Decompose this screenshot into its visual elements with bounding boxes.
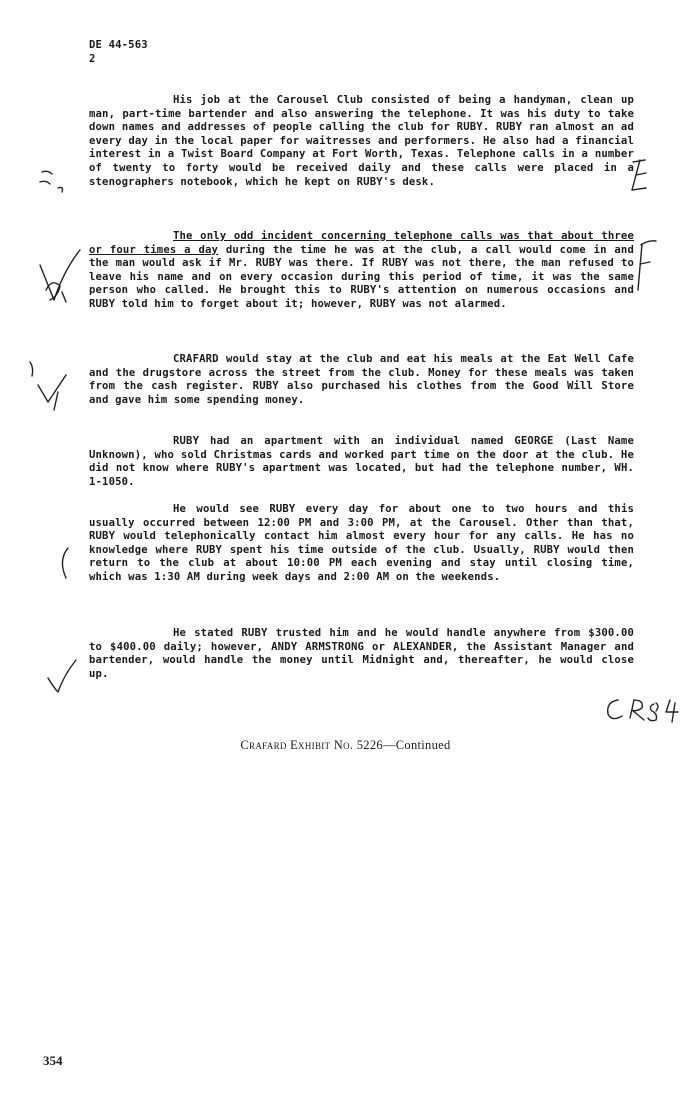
exhibit-label: Crafard Exhibit No. 5226 <box>240 738 383 752</box>
paragraph-schedule <box>89 503 634 585</box>
paragraph-text: His job at the Carousel Club consisted of being a handyman, clean up man, part-time bartender and also answering the telephone. It was his duty to take down names and addresses of people calling the club for RUBY. RUBY ran almost an ad every day in the local paper for waitresses and performers. He also had a financial interest in a Twist Board Company at Fort Worth, Texas. Telephone calls in a number of twenty to forty would be received daily and these calls were placed in a stenographers notebook, which he kept on RUBY's desk. <box>89 94 634 188</box>
margin-check-mark-1 <box>40 250 80 302</box>
margin-marks-top-left <box>40 171 63 192</box>
exhibit-caption <box>0 738 691 753</box>
paragraph-text: He would see RUBY every day for about one to two hours and this usually occurred between 12:00 PM and 3:00 PM, at the Carousel. Other than that, RUBY would telephonically contact him almost every hour for any calls. He has no knowledge where RUBY spent his time outside of the club. Usually, RUBY would then return to the club at about 10:00 PM each evening and stay until closing time, which was 1:30 AM during week days and 2:00 AM on the weekends. <box>89 503 634 583</box>
margin-bracket-1 <box>62 548 68 578</box>
margin-check-mark-2 <box>38 375 66 410</box>
paragraph-odd-calls <box>89 230 634 312</box>
margin-note-e <box>632 160 646 190</box>
page-number: 354 <box>43 1053 63 1068</box>
file-number: DE 44-563 <box>89 39 148 51</box>
exhibit-continued: —Continued <box>382 738 451 752</box>
margin-check-mark-3 <box>48 660 76 692</box>
margin-note-cr84 <box>608 700 678 722</box>
paragraph-apartment <box>89 435 634 489</box>
document-header <box>89 39 148 66</box>
underlined-passage: The only odd incident concerning telephone calls was that about three or four times a day <box>89 230 634 256</box>
paragraph-money <box>89 627 634 681</box>
paragraph-text: He stated RUBY trusted him and he would handle anywhere from $300.00 to $400.00 daily; however, ANDY ARMSTRONG or ALEXANDER, the Assistant Manager and bartender, would handle the money until Midnight and, thereafter, he would close up. <box>89 627 634 680</box>
paragraph-text: during the time he was at the club, a call would come in and the man would ask if Mr. RUBY was there. If RUBY was not there, the man refused to leave his name and on every occasion during this period of time, it was the same person who called. He brought this to RUBY's attention on numerous occasions and RUBY told him to forget about it; however, RUBY was not alarmed. <box>89 243 634 310</box>
paragraph-text: CRAFARD would stay at the club and eat his meals at the Eat Well Cafe and the drugstore across the street from the club. Money for these meals was taken from the cash register. RUBY also purchased his clothes from the Good Will Store and gave him some spending money. <box>89 353 634 406</box>
margin-note-f <box>638 241 656 290</box>
paragraph-job-duties <box>89 94 634 189</box>
margin-tick-left <box>30 362 33 376</box>
paragraph-meals <box>89 353 634 407</box>
paragraph-text: RUBY had an apartment with an individual named GEORGE (Last Name Unknown), who sold Christmas cards and worked part time on the door at the club. He did not know where RUBY's apartment was located, but had the telephone number, WH. 1-1050. <box>89 435 634 488</box>
page-index: 2 <box>89 52 96 65</box>
